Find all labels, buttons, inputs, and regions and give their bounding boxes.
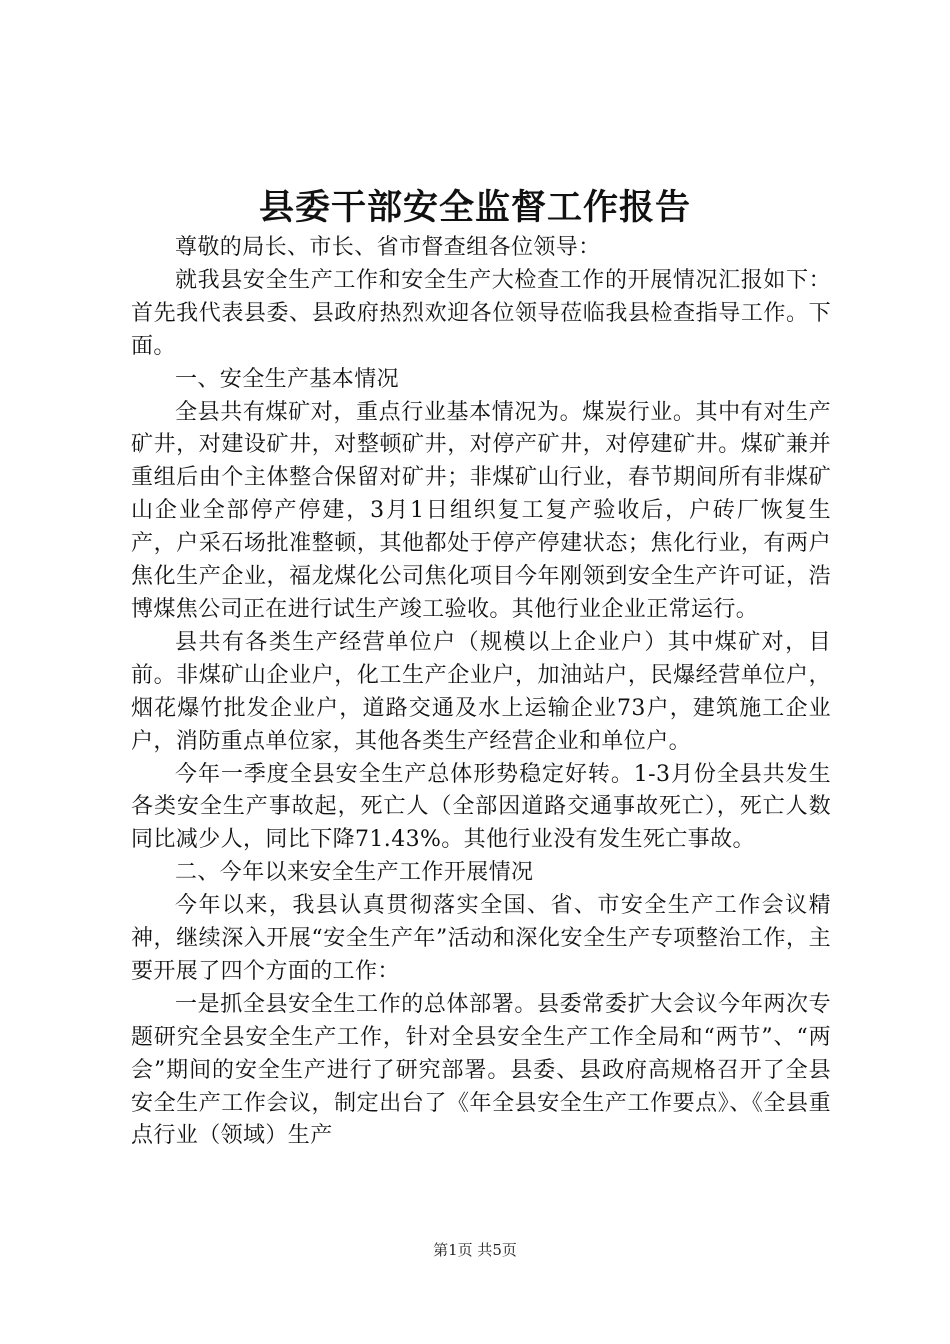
document-title: 县委干部安全监督工作报告 bbox=[258, 187, 691, 228]
body-paragraph: 全县共有煤矿对，重点行业基本情况为。煤炭行业。其中有对生产矿井，对建设矿井，对整顿矿井，对停产矿井，对停建矿井。煤矿兼并重组后由个主体整合保留对矿井；非煤矿山行业，春节期间所有非煤矿山企业全部停产停建，3月1日组织复工复产验收后，户砖厂恢复生产，户采石场批准整顿，其他都处于停产停建状态；焦化行业，有两户焦化生产企业，福龙煤化公司焦化项目今年刚领到安全生产许可证，浩博煤焦公司正在进行试生产竣工验收。其他行业企业正常运行。 bbox=[131, 399, 831, 622]
document-body bbox=[131, 232, 831, 1153]
body-paragraph: 一是抓全县安全生工作的总体部署。县委常委扩大会议今年两次专题研究全县安全生产工作，针对全县安全生产工作全局和“两节”、“两会”期间的安全生产进行了研究部署。县委、县政府高规格召开了全县安全生产工作会议，制定出台了《年全县安全生产工作要点》、《全县重点行业（领域）生产 bbox=[131, 991, 831, 1149]
salutation-paragraph: 尊敬的局长、市长、省市督查组各位领导： bbox=[175, 235, 601, 260]
section-heading-2: 二、今年以来安全生产工作开展情况 bbox=[175, 860, 534, 886]
body-paragraph: 今年一季度全县安全生产总体形势稳定好转。1-3月份全县共发生各类安全生产事故起，死亡人（全部因道路交通事故死亡），死亡人数同比减少人，同比下降71.43%。其他行业没有发生死亡事故。 bbox=[131, 761, 831, 853]
section-heading-1: 一、安全生产基本情况 bbox=[175, 366, 400, 392]
body-paragraph: 今年以来，我县认真贯彻落实全国、省、市安全生产工作会议精神，继续深入开展“安全生产年”活动和深化安全生产专项整治工作，主要开展了四个方面的工作： bbox=[131, 893, 831, 984]
body-paragraph: 县共有各类生产经营单位户（规模以上企业户）其中煤矿对，目前。非煤矿山企业户，化工生产企业户，加油站户，民爆经营单位户，烟花爆竹批发企业户，道路交通及水上运输企业73户，建筑施工企业户，消防重点单位家，其他各类生产经营企业和单位户。 bbox=[131, 629, 831, 754]
page-number-footer: 第1页 共5页 bbox=[433, 1241, 517, 1259]
intro-paragraph: 就我县安全生产工作和安全生产大检查工作的开展情况汇报如下：首先我代表县委、县政府热烈欢迎各位领导莅临我县检查指导工作。下面。 bbox=[131, 267, 831, 359]
